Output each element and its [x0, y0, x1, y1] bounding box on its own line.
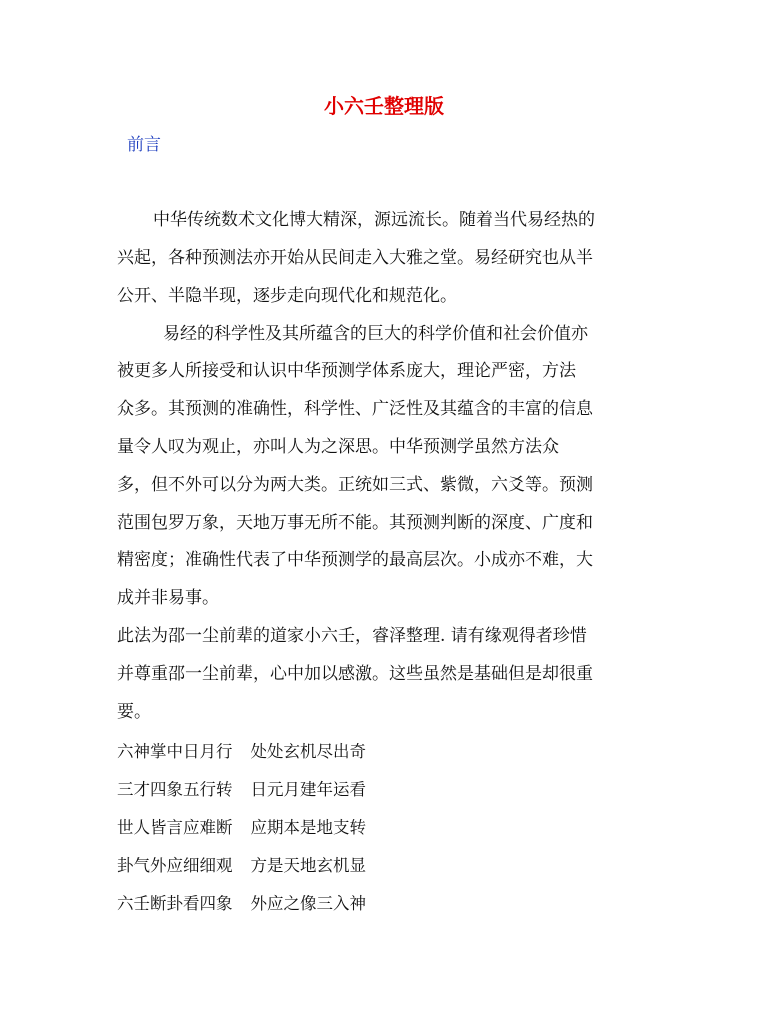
paragraph-line: 并尊重邵一尘前辈，心中加以感激。这些虽然是基础但是却很重: [117, 664, 593, 684]
paragraph-line: 易经的科学性及其所蕴含的巨大的科学价值和社会价值亦: [163, 324, 588, 344]
paragraph-line: 兴起，各种预测法亦开始从民间走入大雅之堂。易经研究也从半: [117, 248, 593, 268]
paragraph-line: 成并非易事。: [117, 588, 219, 608]
poem-second-half: 处处玄机尽出奇: [250, 742, 366, 761]
poem-first-half: 世人皆言应难断: [117, 818, 233, 837]
poem-second-half: 外应之像三入神: [250, 894, 366, 913]
paragraph-line: 多，但不外可以分为两大类。正统如三式、紫微，六爻等。预测: [117, 475, 593, 495]
poem-line: [117, 816, 366, 840]
paragraph-line: 精密度；准确性代表了中华预测学的最高层次。小成亦不难，大: [117, 550, 593, 570]
poem-first-half: 六壬断卦看四象: [117, 894, 233, 913]
poem-line: [117, 778, 366, 802]
poem-first-half: 卦气外应细细观: [117, 856, 233, 875]
paragraph-line: 量令人叹为观止，亦叫人为之深思。中华预测学虽然方法众: [117, 437, 559, 457]
poem-first-half: 六神掌中日月行: [117, 742, 233, 761]
paragraph-line: 被更多人所接受和认识中华预测学体系庞大，理论严密，方法: [117, 361, 576, 381]
preface-heading: 前言: [127, 135, 161, 155]
document-title: 小六壬整理版: [324, 94, 444, 118]
poem-line: [117, 854, 366, 878]
paragraph-line: 此法为邵一尘前辈的道家小六壬，睿泽整理. 请有缘观得者珍惜: [117, 626, 587, 646]
poem-line: [117, 892, 366, 916]
poem-second-half: 方是天地玄机显: [250, 856, 366, 875]
paragraph-line: 公开、半隐半现，逐步走向现代化和规范化。: [117, 286, 457, 306]
paragraph-line: 要。: [117, 702, 151, 722]
paragraph-line: 众多。其预测的准确性，科学性、广泛性及其蕴含的丰富的信息: [117, 399, 593, 419]
poem-first-half: 三才四象五行转: [117, 780, 233, 799]
poem-second-half: 日元月建年运看: [250, 780, 366, 799]
poem-second-half: 应期本是地支转: [250, 818, 366, 837]
poem-line: [117, 740, 366, 764]
paragraph-line: 中华传统数术文化博大精深，源远流长。随着当代易经热的: [153, 210, 595, 230]
paragraph-line: 范围包罗万象，天地万事无所不能。其预测判断的深度、广度和: [117, 513, 593, 533]
